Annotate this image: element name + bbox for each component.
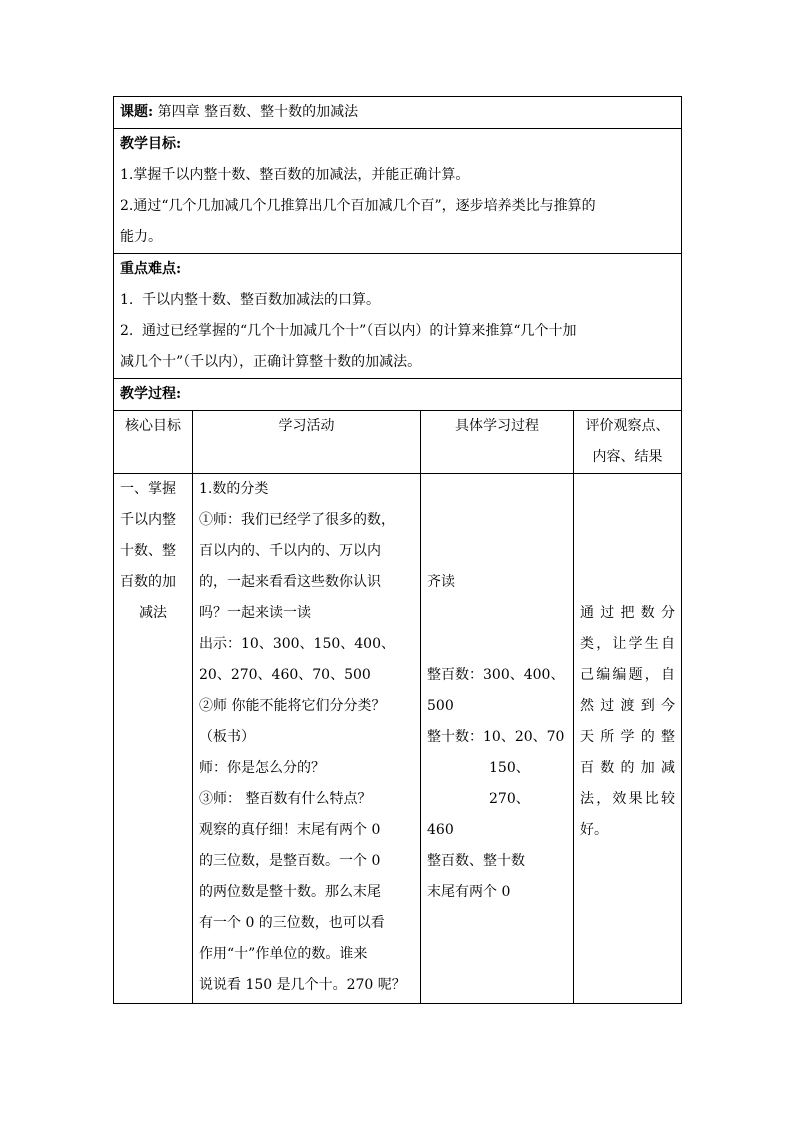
activity-line: 出示：10、300、150、400、 [199,636,395,652]
activity-cell [193,474,421,1004]
core-goal-line-5: 减法 [139,605,167,621]
column-header-detail [421,411,574,474]
eval-line: 通过把数分 [580,605,676,621]
keypoint-item-2-line-1 [120,316,675,347]
activity-line: 20、270、460、70、500 [199,667,371,683]
detail-ending: 末尾有两个 0 [427,884,511,900]
detail-tens-line-1: 整十数：10、20、70 [427,729,565,745]
keypoints-row [114,254,682,379]
activity-line: 吗？一起来读一读 [199,605,311,621]
topic-text: 第四章 整百数、整十数的加减法 [153,104,359,120]
process-title-cell [114,379,682,411]
core-goal-line-1: 一、掌握 [120,481,176,497]
activity-line: 的，一起来看看这些数你认识 [199,574,381,590]
topic-row [114,97,682,129]
detail-spacer-line [427,629,567,660]
column-header-eval-line-1: 评价观察点、 [585,418,670,434]
column-header-activity-text: 学习活动 [278,418,335,434]
detail-hundreds-line-2: 500 [427,698,454,714]
column-header-eval-line-2: 内容、结果 [592,449,663,465]
detail-spacer [427,474,567,567]
eval-cell [574,474,682,1004]
detail-spacer-line [427,598,567,629]
keypoints-title: 重点难点: [120,261,182,277]
column-header-detail-text: 具体学习过程 [455,418,539,434]
column-header-activity [193,411,421,474]
topic-label: 课题: [120,104,154,120]
core-goal-line-3: 十数、整 [120,543,176,559]
lesson-plan-table [113,96,682,1004]
column-header-eval [574,411,682,474]
process-title: 教学过程: [120,386,182,402]
keypoint-item-2-text-line-1: 通过已经掌握的“几个十加减几个十”（百以内）的计算来推算“几个十加 [142,323,577,339]
core-goal-cell [114,474,193,1004]
detail-spacer-line [580,505,675,536]
activity-line: 百以内的、千以内的、万以内 [199,543,381,559]
eval-line: 类，让学生自 [580,636,676,652]
column-header-core [114,411,193,474]
detail-spacer-line [580,567,675,598]
detail-tens-line-3: 460 [427,822,454,838]
eval-line: 天所学的整 [580,729,676,745]
topic-cell [114,97,682,129]
activity-line: 1.数的分类 [199,481,269,497]
eval-line: 好。 [580,822,608,838]
activity-line: ②师 你能不能将它们分分类？ [199,698,386,714]
objective-item-2-line-2: 能力。 [120,229,162,245]
detail-hundreds-line-1: 整百数：300、400、 [427,667,565,683]
activity-line: （板书） [199,729,255,745]
eval-line: 法，效果比较 [580,791,676,807]
objective-item-1: 1.掌握千以内整十数、整百数的加减法，并能正确计算。 [120,167,470,183]
eval-line: 然过渡到今 [580,698,676,714]
eval-line: 百数的加减 [580,760,676,776]
core-goal-line-2: 千以内整 [120,512,176,528]
core-goal-line-4: 百数的加 [120,574,176,590]
activity-line: 的两位数是整十数。那么末尾 [199,884,381,900]
keypoint-item-2-number: 2. [120,323,134,339]
activity-line: 的三位数，是整百数。一个 0 [199,853,381,869]
activity-line: 师：你是怎么分的？ [199,760,325,776]
detail-spacer-line [580,536,675,567]
detail-read: 齐读 [427,574,455,590]
detail-both: 整百数、整十数 [427,853,525,869]
activity-line: ①师：我们已经学了很多的数， [199,512,395,528]
objectives-row [114,129,682,254]
keypoint-item-1 [120,285,675,316]
objectives-cell [114,129,682,254]
keypoints-cell [114,254,682,379]
detail-tens-line-2: 150、270、 [489,760,530,807]
process-header-row [114,411,682,474]
keypoint-item-1-number: 1. [120,292,134,308]
process-body-row [114,474,682,1004]
detail-spacer-line [580,474,675,505]
activity-line: 有一个 0 的三位数，也可以看 [199,915,385,931]
eval-line: 己编编题，自 [580,667,676,683]
keypoint-item-1-text: 千以内整十数、整百数加减法的口算。 [142,292,380,308]
process-title-row [114,379,682,411]
activity-line: 观察的真仔细！末尾有两个 0 [199,822,381,838]
column-header-core-text: 核心目标 [125,418,181,434]
detail-cell [421,474,574,1004]
activity-line: 说说看 150 是几个十。270 呢？ [199,977,406,993]
objectives-title: 教学目标: [120,136,182,152]
activity-line: ③师： 整百数有什么特点？ [199,791,372,807]
activity-line: 作用“十”作单位的数。谁来 [199,946,368,962]
objective-item-2-line-1: 2.通过“几个几加减几个几推算出几个百加减几个百”，逐步培养类比与推算的 [120,198,596,214]
keypoint-item-2-line-2: 减几个十”（千以内），正确计算整十数的加减法。 [120,354,422,370]
